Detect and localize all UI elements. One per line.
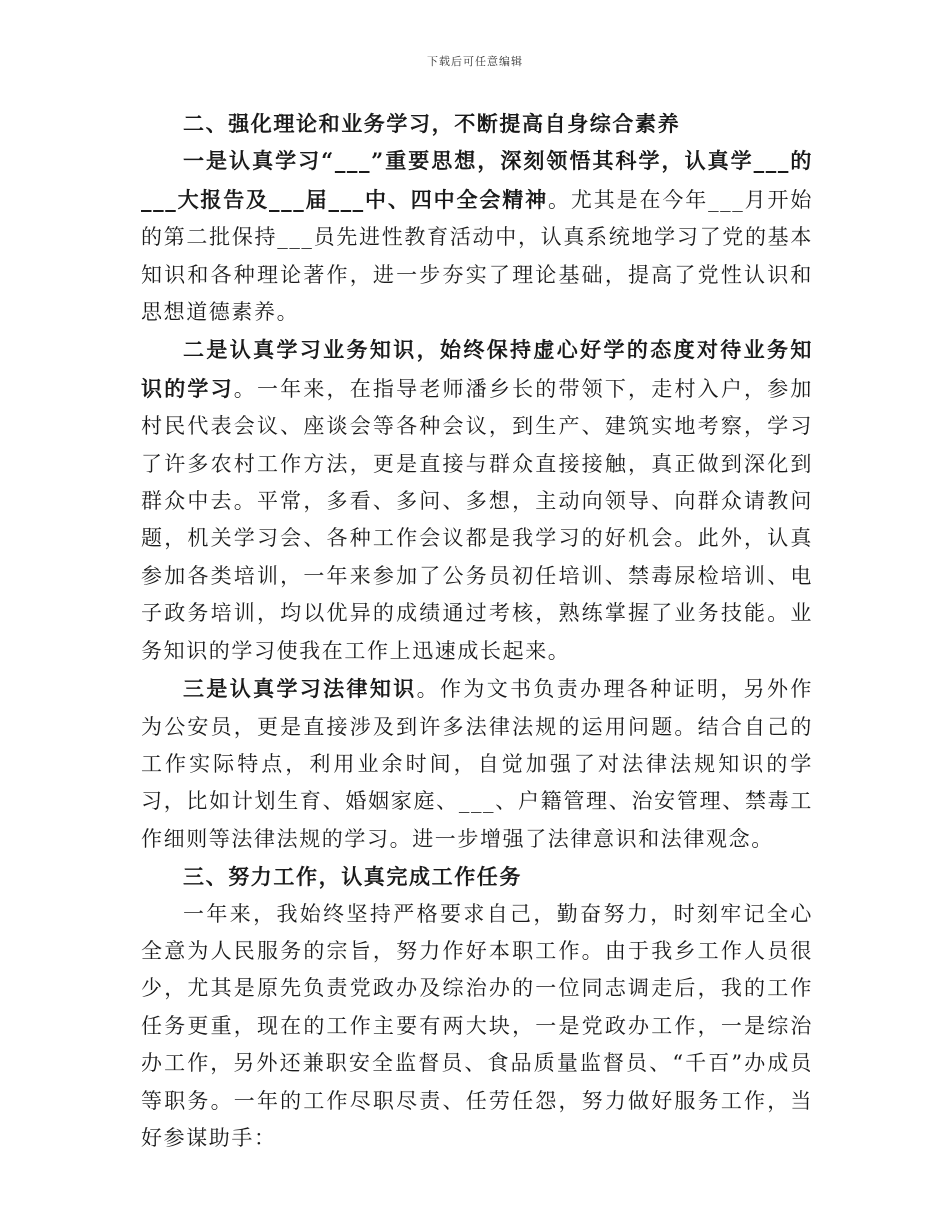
document-body [141,105,813,1157]
paragraph-lead: 一是认真学习“___”重要思想，深刻领悟其科学，认真学___的___大报告及___届___中、四中全会精神 [141,148,813,212]
paragraph-business-study [141,331,813,670]
paragraph-text: 。尤其是在今年___月开始的第二批保持___员先进性教育活动中，认真系统地学习了党的基本知识和各种理论著作，进一步夯实了理论基础，提高了党性认识和思想道德素养。 [141,187,813,325]
section-heading-3: 三、努力工作，认真完成工作任务 [183,864,522,890]
paragraph-lead: 二是认真学习业务知识，始终保持虚心好学的态度对待业务知识的学习 [141,337,813,401]
section-heading-2: 二、强化理论和业务学习，不断提高自身综合素养 [183,111,681,136]
paragraph-work-tasks: 一年来，我始终坚持严格要求自己，勤奋努力，时刻牢记全心全意为人民服务的宗旨，努力作好本职工作。由于我乡工作人员很少，尤其是原先负责党政办及综治办的一位同志调走后，我的工作任务更重，现在的工作主要有两大块，一是党政办工作，一是综治办工作，另外还兼职安全监督员、食品质量监督员、“千百”办成员等职务。一年的工作尽职尽责、任劳任怨，努力做好服务工作，当好参谋助手： [141,901,814,1150]
paragraph-text: 。作为文书负责办理各种证明，另外作为公安员，更是直接涉及到许多法律法规的运用问题。结合自己的工作实际特点，利用业余时间，自觉加强了对法律法规知识的学习，比如计划生育、婚姻家庭、___、户籍管理、治安管理、禁毒工作细则等法律法规的学习。进一步增强了法律意识和法律观念。 [141,677,814,851]
paragraph-theory-study [141,142,813,331]
paragraph-lead: 三是认真学习法律知识 [183,676,417,702]
paragraph-text: 。一年来，在指导老师潘乡长的带领下，走村入户，参加村民代表会议、座谈会等各种会议，到生产、建筑实地考察，学习了许多农村工作方法，更是直接与群众直接接触，真正做到深化到群众中去。平常，多看、多问、多想，主动向领导、向群众请教问题，机关学习会、各种工作会议都是我学习的好机会。此外，认真参加各类培训，一年来参加了公务员初任培训、禁毒尿检培训、电子政务培训，均以优异的成绩通过考核，熟练掌握了业务技能。业务知识的学习使我在工作上迅速成长起来。 [141,376,814,663]
paragraph-law-study [141,670,813,858]
page-header: 下载后可任意编辑 [427,55,523,68]
